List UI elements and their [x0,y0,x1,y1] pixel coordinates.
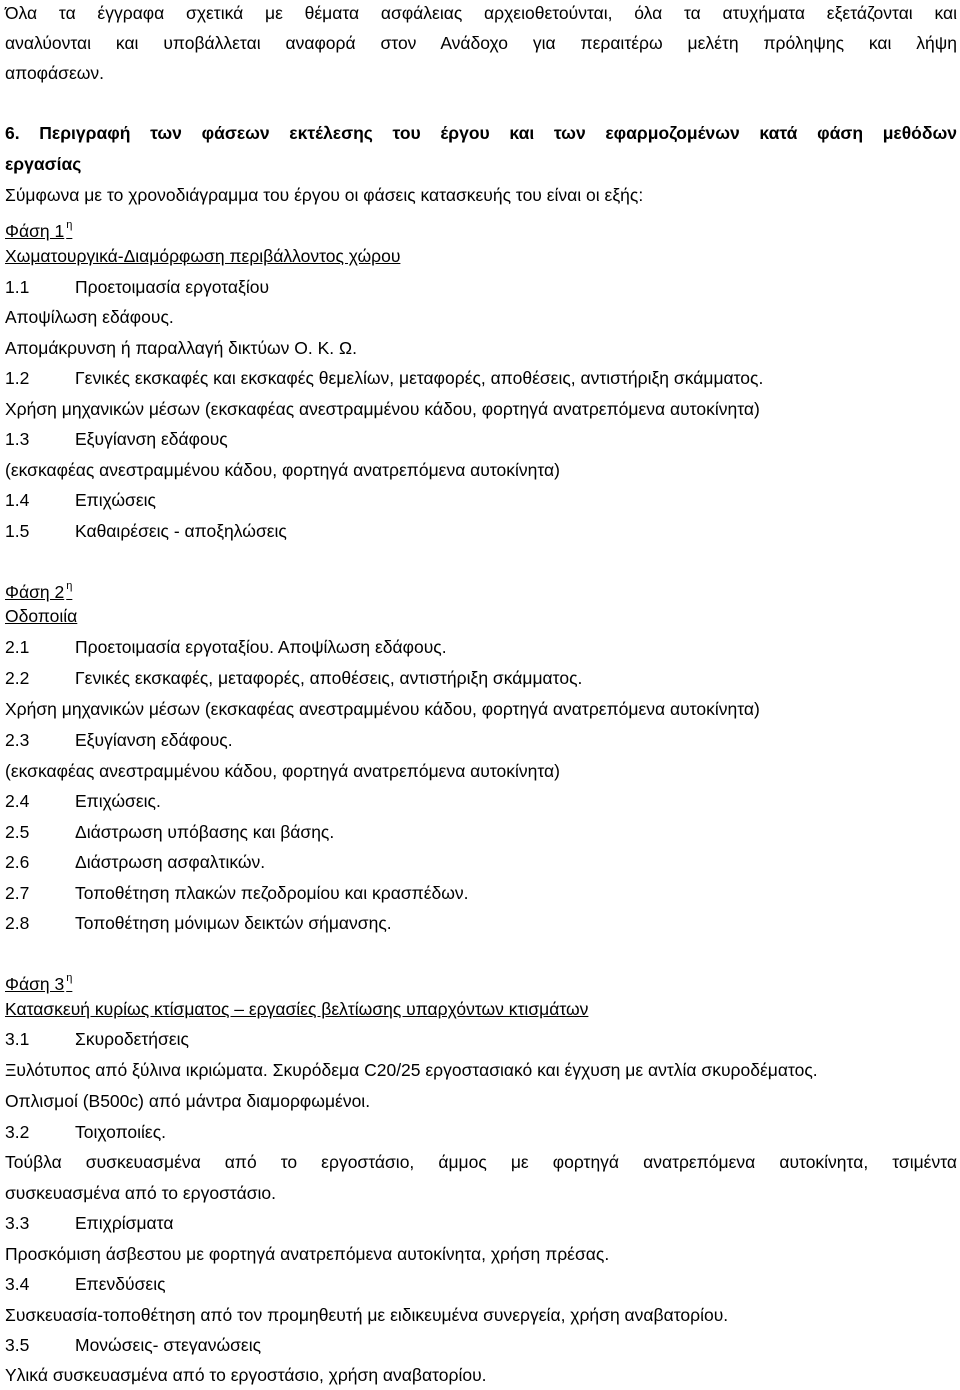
item-note: Τούβλα συσκευασμένα από το εργοστάσιο, άμμος με φορτηγά ανατρεπόμενα αυτοκίνητα, τσιμέντα [5,1152,957,1172]
item-note: Ξυλότυπος από ξύλινα ικριώματα. Σκυρόδεμα C20/25 εργοστασιακό και έγχυση με αντλία σκυροδέματος. [5,1060,818,1080]
list-item: 2.3 Εξυγίανση εδάφους. [5,730,233,750]
item-note: Οπλισμοί (B500c) από μάντρα διαμορφωμένοι. [5,1091,371,1111]
list-item: 3.1 Σκυροδετήσεις [5,1029,189,1049]
item-note: Προσκόμιση άσβεστου με φορτηγά ανατρεπόμενα αυτοκίνητα, χρήση πρέσας. [5,1244,610,1264]
list-item: 2.6 Διάστρωση ασφαλτικών. [5,852,266,872]
item-note: συσκευασμένα από το εργοστάσιο. [5,1183,276,1203]
intro-paragraph-line: Όλα τα έγγραφα σχετικά με θέματα ασφάλειας αρχειοθετούνται, όλα τα ατυχήματα εξετάζονται και [5,3,957,23]
list-item: 1.2 Γενικές εκσκαφές και εκσκαφές θεμελίων, μεταφορές, αποθέσεις, αντιστήριξη σκάμματος. [5,368,764,388]
list-item: 2.5 Διάστρωση υπόβασης και βάσης. [5,822,335,842]
list-item: 2.8 Τοποθέτηση μόνιμων δεικτών σήμανσης. [5,913,392,933]
phase-1-label: Φάση 1 $^\eta$ [5,219,73,241]
phase-3-title: Κατασκευή κυρίως κτίσματος – εργασίες βελτίωσης υπαρχόντων κτισμάτων [5,999,589,1019]
list-item: 1.4 Επιχώσεις [5,490,156,510]
phase-3-label: Φάση 3 $^\eta$ [5,972,73,994]
item-note: Αποψίλωση εδάφους. [5,307,174,327]
list-item: 3.2 Τοιχοποιίες. [5,1122,167,1142]
section-heading-continued: εργασίας [5,154,82,174]
phase-1-title: Χωματουργικά-Διαμόρφωση περιβάλλοντος χώρου [5,246,401,266]
list-item: 3.4 Επενδύσεις [5,1274,166,1294]
list-item: 1.1 Προετοιμασία εργοταξίου [5,277,270,297]
item-note: Χρήση μηχανικών μέσων (εκσκαφέας ανεστραμμένου κάδου, φορτηγά ανατρεπόμενα αυτοκίνητα) [5,399,760,419]
section-heading: 6. Περιγραφή των φάσεων εκτέλεσης του έργου και των εφαρμοζομένων κατά φάση μεθόδων [5,123,957,143]
item-note: Χρήση μηχανικών μέσων (εκσκαφέας ανεστραμμένου κάδου, φορτηγά ανατρεπόμενα αυτοκίνητα) [5,699,760,719]
item-note: Συσκευασία-τοποθέτηση από τον προμηθευτή με ειδικευμένα συνεργεία, χρήση αναβατορίου. [5,1305,729,1325]
list-item: 2.1 Προετοιμασία εργοταξίου. Αποψίλωση εδάφους. [5,637,447,657]
intro-paragraph-line: αποφάσεων. [5,63,105,83]
list-item: 1.5 Καθαιρέσεις - αποξηλώσεις [5,521,287,541]
list-item: 2.2 Γενικές εκσκαφές, μεταφορές, αποθέσεις, αντιστήριξη σκάμματος. [5,668,583,688]
list-item: 3.5 Μονώσεις- στεγανώσεις [5,1335,262,1355]
phase-2-title: Οδοποιία [5,606,78,626]
item-note: (εκσκαφέας ανεστραμμένου κάδου, φορτηγά ανατρεπόμενα αυτοκίνητα) [5,460,560,480]
list-item: 2.4 Επιχώσεις. [5,791,161,811]
section-lead-text: Σύμφωνα με το χρονοδιάγραμμα του έργου οι φάσεις κατασκευής του είναι οι εξής: [5,185,644,205]
list-item: 2.7 Τοποθέτηση πλακών πεζοδρομίου και κρασπέδων. [5,883,469,903]
list-item: 1.3 Εξυγίανση εδάφους [5,429,228,449]
intro-paragraph-line: αναλύονται και υποβάλλεται αναφορά στον Ανάδοχο για περαιτέρω μελέτη πρόληψης και λήψη [5,33,957,53]
item-note: (εκσκαφέας ανεστραμμένου κάδου, φορτηγά ανατρεπόμενα αυτοκίνητα) [5,761,560,781]
item-note: Απομάκρυνση ή παραλλαγή δικτύων Ο. Κ. Ω. [5,338,357,358]
phase-2-label: Φάση 2 $^\eta$ [5,580,73,602]
item-note: Υλικά συσκευασμένα από το εργοστάσιο, χρήση αναβατορίου. [5,1365,487,1385]
list-item: 3.3 Επιχρίσματα [5,1213,174,1233]
